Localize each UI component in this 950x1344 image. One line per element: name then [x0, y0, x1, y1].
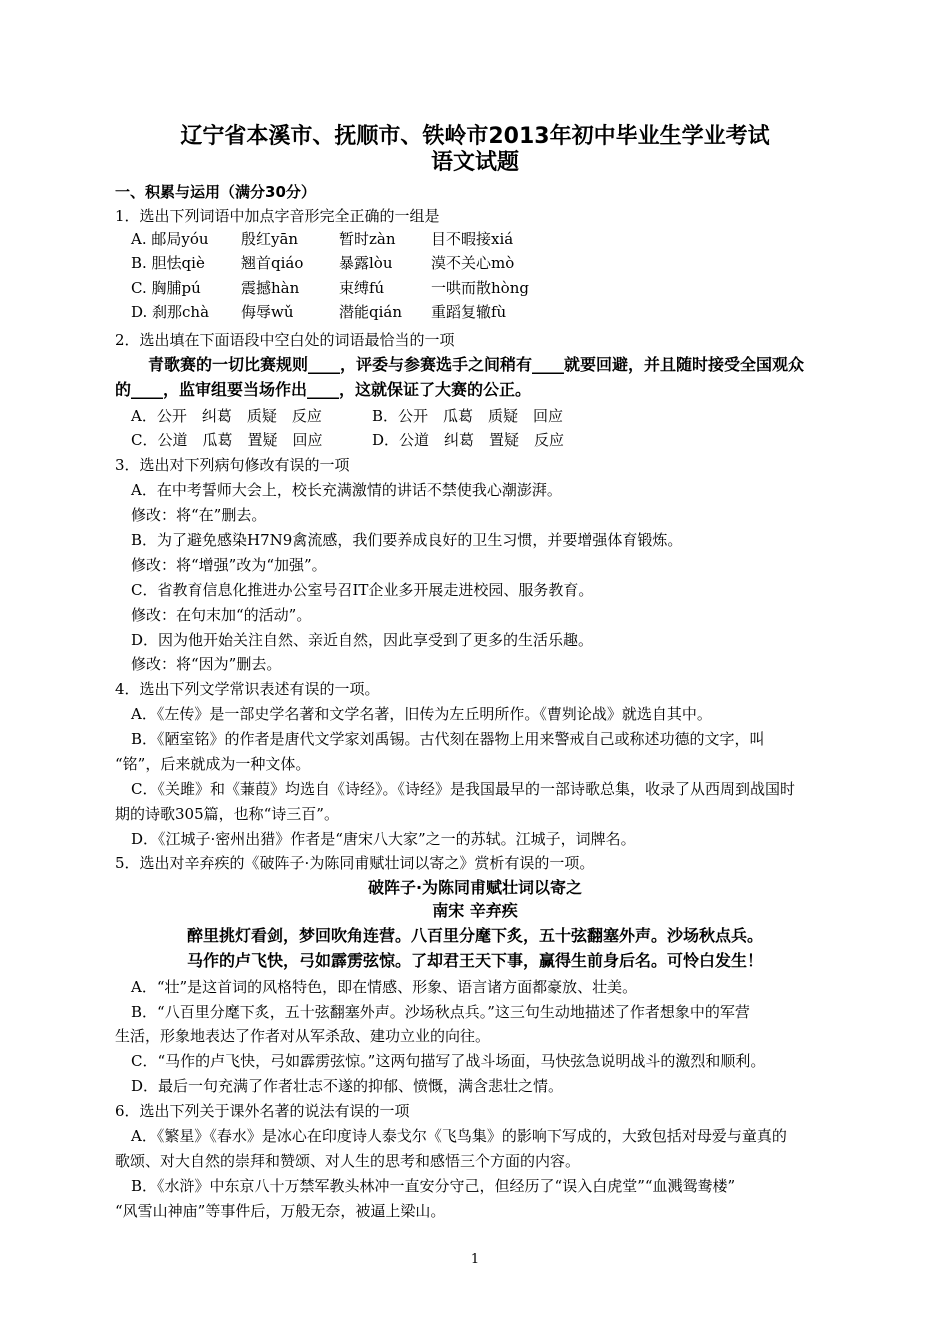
q5-option-c: C．“马作的卢飞快，弓如霹雳弦惊。”这两句描写了战斗场面，马快弦急说明战斗的激烈和顺利。	[131, 1052, 766, 1070]
q5-stem: 5．选出对辛弃疾的《破阵子·为陈同甫赋壮词以寄之》赏析有误的一项。	[115, 854, 595, 872]
q1-option-c: C. 胸脯pú 震撼hàn 束缚fú 一哄而散hòng	[131, 279, 529, 297]
poem-line-1: 醉里挑灯看剑，梦回吹角连营。八百里分麾下炙，五十弦翻塞外声。沙场秋点兵。	[186, 926, 763, 945]
q6-option-b: B．《水浒》中东京八十万禁军教头林冲一直安分守己，但经历了“误入白虎堂”“血溅鸳鸯楼”	[131, 1177, 736, 1195]
q3-line: 修改：将“因为”删去。	[131, 655, 282, 673]
q2-passage-line2: 的____，监审组要当场作出____，这就保证了大赛的公正。	[115, 380, 532, 399]
q1-option-b: B. 胆怯qiè 翘首qiáo 暴露lòu 漠不关心mò	[131, 254, 515, 272]
exam-title: 辽宁省本溪市、抚顺市、铁岭市2013年初中毕业生学业考试	[180, 124, 770, 149]
q3-stem: 3．选出对下列病句修改有误的一项	[115, 456, 350, 474]
exam-subtitle: 语文试题	[430, 150, 519, 175]
q3-line: 修改：将“增强”改为“加强”。	[131, 556, 327, 574]
q2-options-row1: A．公开 纠葛 质疑 反应 B．公开 瓜葛 质疑 回应	[131, 407, 564, 425]
q6-option-b-cont: “风雪山神庙”等事件后，万般无奈，被逼上梁山。	[115, 1202, 446, 1220]
q5-option-b-cont: 生活，形象地表达了作者对从军杀敌、建功立业的向往。	[115, 1027, 491, 1045]
poem-line-2: 马作的卢飞快，弓如霹雳弦惊。了却君王天下事，赢得生前身后名。可怜白发生！	[186, 951, 763, 970]
q1-stem: 1．选出下列词语中加点字音形完全正确的一组是	[115, 207, 440, 225]
q5-option-d: D．最后一句充满了作者壮志不遂的抑郁、愤慨，满含悲壮之情。	[131, 1077, 564, 1095]
q2-passage-line1: 青歌赛的一切比赛规则____，评委与参赛选手之间稍有____就要回避，并且随时接受全国观众	[148, 355, 805, 374]
q6-option-a-cont: 歌颂、对大自然的崇拜和赞颂、对人生的思考和感悟三个方面的内容。	[115, 1152, 581, 1170]
q3-line: C．省教育信息化推进办公室号召IT企业多开展走进校园、服务教育。	[131, 581, 594, 599]
q2-options-row2: C．公道 瓜葛 置疑 回应 D．公道 纠葛 置疑 反应	[131, 431, 565, 449]
q3-line: 修改：在句末加“的活动”。	[131, 606, 312, 624]
q2-stem: 2．选出填在下面语段中空白处的词语最恰当的一项	[115, 331, 455, 349]
q4-option-b: B．《陋室铭》的作者是唐代文学家刘禹锡。古代刻在器物上用来警戒自己或称述功德的文字，叫	[131, 730, 765, 748]
q3-line: A．在中考誓师大会上，校长充满激情的讲话不禁使我心潮澎湃。	[131, 481, 562, 499]
poem-title: 破阵子·为陈同甫赋壮词以寄之	[367, 878, 583, 897]
q4-stem: 4．选出下列文学常识表述有误的一项。	[115, 680, 380, 698]
section-heading: 一、积累与运用（满分30分）	[115, 183, 316, 201]
poem-author: 南宋 辛弃疾	[432, 901, 518, 920]
q1-option-d: D. 刹那chà 侮辱wǔ 潜能qián 重蹈复辙fù	[131, 303, 507, 321]
q4-option-b-cont: “铭”，后来就成为一种文体。	[115, 755, 311, 773]
q3-line: B．为了避免感染H7N9禽流感，我们要养成良好的卫生习惯，并要增强体育锻炼。	[131, 531, 683, 549]
q3-line: 修改：将“在”删去。	[131, 506, 267, 524]
q4-option-d: D．《江城子·密州出猎》作者是“唐宋八大家”之一的苏轼。江城子，词牌名。	[131, 830, 636, 848]
q4-option-a: A．《左传》是一部史学名著和文学名著，旧传为左丘明所作。《曹刿论战》就选自其中。	[131, 705, 712, 723]
q5-option-a: A．“壮”是这首词的风格特色，即在情感、形象、语言诸方面都豪放、壮美。	[131, 978, 638, 996]
q6-stem: 6．选出下列关于课外名著的说法有误的一项	[115, 1102, 410, 1120]
q4-option-c-cont: 期的诗歌305篇，也称“诗三百”。	[115, 805, 339, 823]
q1-option-a: A. 邮局yóu 殷红yān 暂时zàn 目不暇接xiá	[131, 230, 514, 248]
q6-option-a: A．《繁星》《春水》是冰心在印度诗人泰戈尔《飞鸟集》的影响下写成的，大致包括对母爱与童真的	[131, 1127, 787, 1145]
page-number: 1	[470, 1252, 480, 1267]
q3-line: D．因为他开始关注自然、亲近自然，因此享受到了更多的生活乐趣。	[131, 631, 594, 649]
q4-option-c: C．《关雎》和《蒹葭》均选自《诗经》。《诗经》是我国最早的一部诗歌总集，收录了从西周到战国时	[131, 780, 795, 798]
q5-option-b: B．“八百里分麾下炙，五十弦翻塞外声。沙场秋点兵。”这三句生动地描述了作者想象中的军营	[131, 1003, 750, 1021]
